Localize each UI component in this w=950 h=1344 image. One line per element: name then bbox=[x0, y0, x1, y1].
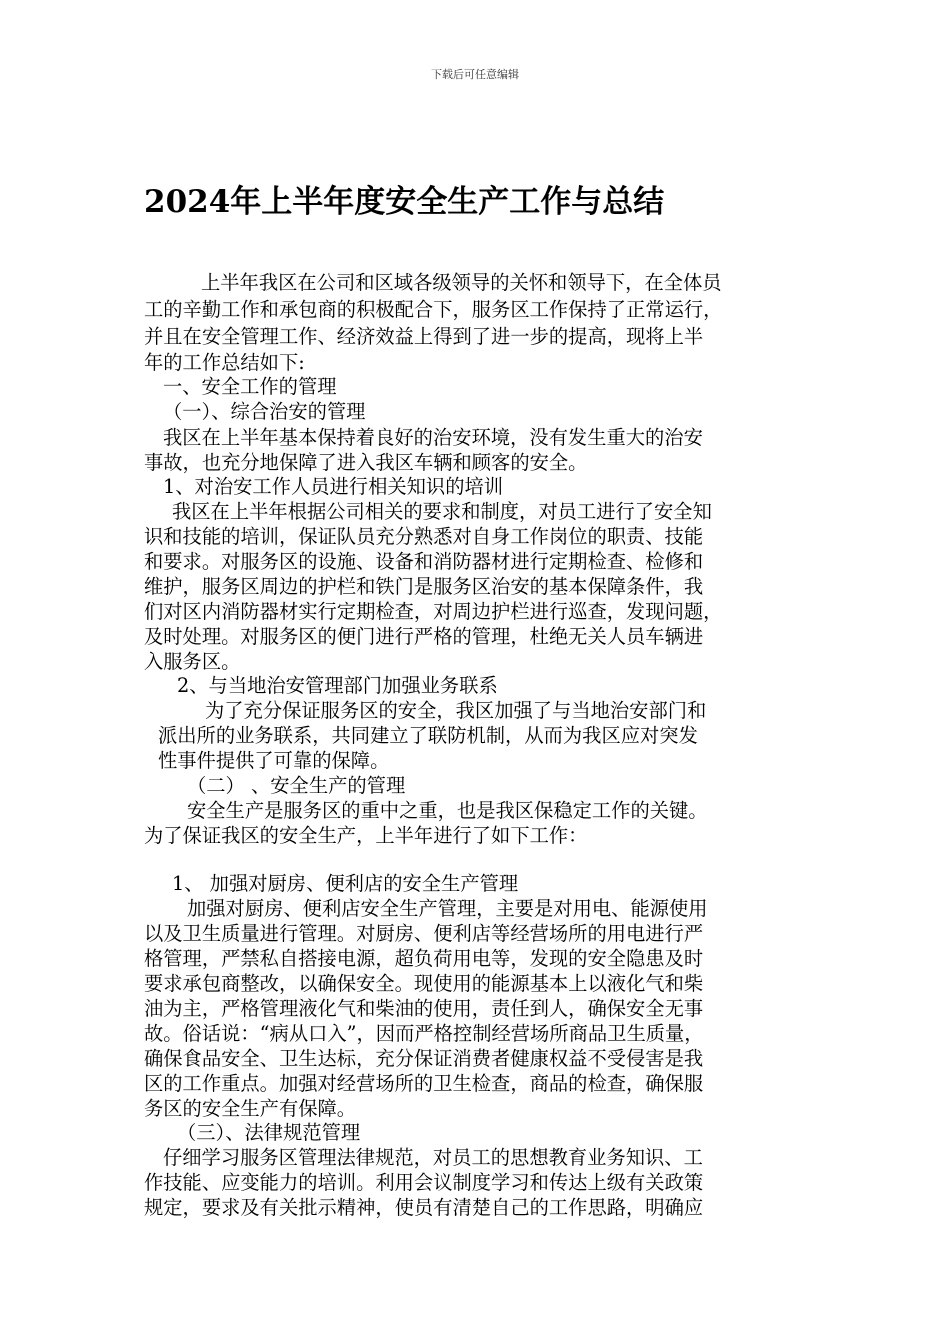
paragraph-line: 确保食品安全、卫生达标，充分保证消费者健康权益不受侵害是我 bbox=[144, 1047, 704, 1070]
paragraph-line: 并且在安全管理工作、经济效益上得到了进一步的提高，现将上半 bbox=[144, 325, 704, 348]
subsection-heading: （三）、法律规范管理 bbox=[177, 1121, 361, 1144]
paragraph-line: 油为主，严格管理液化气和柴油的使用，责任到人，确保安全无事 bbox=[144, 997, 704, 1020]
paragraph-line: 加强对厨房、便利店安全生产管理，主要是对用电、能源使用 bbox=[187, 897, 708, 920]
paragraph-line: 上半年我区在公司和区域各级领导的关怀和领导下，在全体员 bbox=[201, 271, 722, 294]
item-heading: 1、对治安工作人员进行相关知识的培训 bbox=[163, 475, 504, 498]
paragraph-line: 我区在上半年根据公司相关的要求和制度，对员工进行了安全知 bbox=[172, 500, 712, 523]
paragraph-line: 仔细学习服务区管理法律规范，对员工的思想教育业务知识、工 bbox=[163, 1146, 703, 1169]
paragraph-line: 们对区内消防器材实行定期检查，对周边护栏进行巡查，发现问题， bbox=[144, 600, 723, 623]
paragraph-line: 及时处理。对服务区的便门进行严格的管理，杜绝无关人员车辆进 bbox=[144, 625, 704, 648]
paragraph-line: 区的工作重点。加强对经营场所的卫生检查，商品的检查，确保服 bbox=[144, 1072, 704, 1095]
paragraph-line: 事故，也充分地保障了进入我区车辆和顾客的安全。 bbox=[144, 451, 588, 474]
paragraph-line: 规定，要求及有关批示精神，使员有清楚自己的工作思路，明确应 bbox=[144, 1196, 704, 1219]
paragraph-line: 识和技能的培训，保证队员充分熟悉对自身工作岗位的职责、技能 bbox=[144, 525, 704, 548]
paragraph-line: 我区在上半年基本保持着良好的治安环境，没有发生重大的治安 bbox=[163, 426, 703, 449]
item-heading: 2、与当地治安管理部门加强业务联系 bbox=[177, 674, 498, 697]
paragraph-line: 为了保证我区的安全生产，上半年进行了如下工作： bbox=[144, 824, 588, 847]
page-header-note: 下载后可任意编辑 bbox=[431, 68, 519, 81]
section-heading: 一、安全工作的管理 bbox=[163, 375, 337, 398]
paragraph-line: 作技能、应变能力的培训。利用会议制度学习和传达上级有关政策 bbox=[144, 1171, 704, 1194]
paragraph-line: 入服务区。 bbox=[144, 650, 241, 673]
item-heading: 1、 加强对厨房、便利店的安全生产管理 bbox=[172, 872, 519, 895]
paragraph-line: 要求承包商整改，以确保安全。现使用的能源基本上以液化气和柴 bbox=[144, 972, 704, 995]
paragraph-line: 故。俗话说：“病从口入”，因而严格控制经营场所商品卫生质量， bbox=[144, 1022, 704, 1045]
paragraph-line: 维护，服务区周边的护栏和铁门是服务区治安的基本保障条件，我 bbox=[144, 575, 704, 598]
paragraph-line: 安全生产是服务区的重中之重，也是我区保稳定工作的关键。 bbox=[187, 799, 708, 822]
subsection-heading: （一）、综合治安的管理 bbox=[163, 400, 366, 423]
paragraph-line: 为了充分保证服务区的安全，我区加强了与当地治安部门和 bbox=[205, 699, 707, 722]
paragraph-line: 和要求。对服务区的设施、设备和消防器材进行定期检查、检修和 bbox=[144, 550, 704, 573]
paragraph-line: 性事件提供了可靠的保障。 bbox=[158, 749, 390, 772]
paragraph-line: 年的工作总结如下: bbox=[144, 351, 305, 374]
document-title: 2024年上半年度安全生产工作与总结 bbox=[144, 184, 665, 220]
paragraph-line: 格管理，严禁私自搭接电源，超负荷用电等，发现的安全隐患及时 bbox=[144, 947, 704, 970]
paragraph-line: 工的辛勤工作和承包商的积极配合下，服务区工作保持了正常运行， bbox=[144, 298, 723, 321]
subsection-heading: （二） 、安全生产的管理 bbox=[187, 774, 406, 797]
paragraph-line: 以及卫生质量进行管理。对厨房、便利店等经营场所的用电进行严 bbox=[144, 922, 704, 945]
paragraph-line: 派出所的业务联系，共同建立了联防机制，从而为我区应对突发 bbox=[158, 724, 698, 747]
paragraph-line: 务区的安全生产有保障。 bbox=[144, 1097, 357, 1120]
